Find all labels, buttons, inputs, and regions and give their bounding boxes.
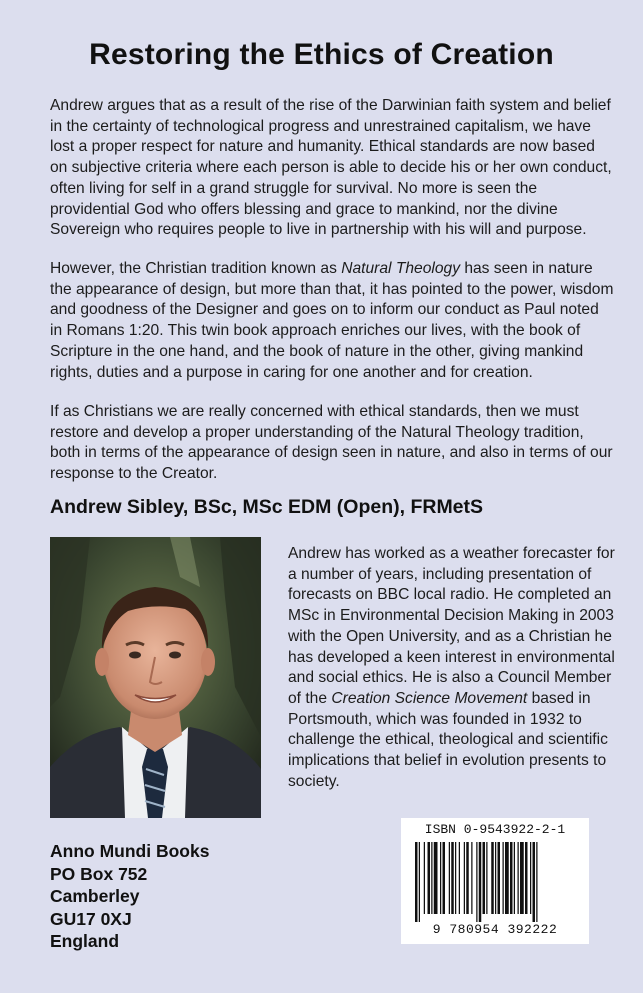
barcode-bar xyxy=(479,842,482,922)
bio-italic-text: Creation Science Movement xyxy=(331,689,528,707)
conclusion-paragraph: If as Christians we are really concerned with ethical standards, then we must restore and develop a proper understanding of the Natural Theology tradition, both in terms of the appearance of design seen in nature, and also in terms of our response to the Creator. xyxy=(50,403,613,483)
barcode-bar xyxy=(428,842,431,914)
barcode-bar xyxy=(530,842,531,914)
paragraph-text: However, the Christian tradition known as xyxy=(50,260,342,277)
author-bio xyxy=(288,544,618,792)
paragraph-italic-text: Natural Theology xyxy=(341,260,460,277)
publisher-address xyxy=(50,840,209,953)
barcode-bar xyxy=(491,842,494,914)
barcode-bar xyxy=(464,842,465,914)
barcode-bar xyxy=(466,842,469,914)
author-name: Andrew Sibley, BSc, MSc EDM (Open), FRMetS xyxy=(50,496,484,518)
author-portrait-icon xyxy=(50,537,261,818)
barcode-bar xyxy=(518,842,519,914)
barcode-bar xyxy=(434,842,438,914)
barcode-bar xyxy=(440,842,441,914)
ean-number: 9 780954 392222 xyxy=(432,922,558,937)
address-line: GU17 0XJ xyxy=(50,908,132,929)
address-line: PO Box 752 xyxy=(50,863,148,884)
address-line: England xyxy=(50,931,120,951)
isbn-label: ISBN 0-9543922-2-1 xyxy=(424,822,566,837)
barcode-bar xyxy=(505,842,509,914)
barcode-bar xyxy=(483,842,486,914)
bio-text: Andrew has worked as a weather forecaster for a number of years, including presentation of forecasts on BBC local radio. He completed an MSc in Environmental Decision Making in 2003 with the Open University, and as a Christian he has developed a keen interest in environmental and social ethics. He is also a Council Member of the xyxy=(288,545,615,707)
barcode-icon xyxy=(415,842,575,922)
barcode-bar xyxy=(424,842,425,914)
author-portrait-photo xyxy=(50,537,261,818)
barcode-bar xyxy=(503,842,504,914)
barcode-bar xyxy=(419,842,420,922)
barcode-bar xyxy=(451,842,454,914)
barcode-bar xyxy=(536,842,537,922)
barcode-bar xyxy=(449,842,450,914)
barcode-bar xyxy=(415,842,418,922)
barcode-bar xyxy=(459,842,460,914)
barcode-bar xyxy=(525,842,528,914)
barcode-bar xyxy=(495,842,496,914)
paragraph-text: has seen in nature the appearance of design, but more than that, it has pointed to the power, wisdom and goodness of the Designer and goes on to inform our conduct as Paul noted in Romans 1:20. This twin book approach enriches our lives, with the book of Scripture in the one hand, and the book of nature in the other, giving mankind rights, duties and a purpose in caring for one another and for creation. xyxy=(50,260,614,381)
barcode-bar xyxy=(431,842,432,914)
barcode-bar xyxy=(533,842,536,922)
bio-text: based in Portsmouth, which was founded in 1932 to challenge the ethical, theological and scientific implications that belief in evolution presents to society. xyxy=(288,689,608,790)
isbn-barcode xyxy=(401,818,589,944)
address-line: Anno Mundi Books xyxy=(50,841,210,861)
barcode-bar xyxy=(476,842,477,922)
barcode-bar xyxy=(498,842,501,914)
barcode-bar xyxy=(471,842,472,914)
barcode-bar xyxy=(510,842,513,914)
natural-theology-paragraph xyxy=(50,259,615,383)
barcode-bar xyxy=(514,842,515,914)
book-title: Restoring the Ethics of Creation xyxy=(89,38,554,71)
barcode-bar xyxy=(443,842,446,914)
barcode-bar xyxy=(486,842,487,914)
barcode-bar xyxy=(520,842,524,914)
address-line: Camberley xyxy=(50,886,140,906)
barcode-bar xyxy=(455,842,456,914)
intro-paragraph: Andrew argues that as a result of the rise of the Darwinian faith system and belief in the certainty of technological progress and unrestrained capitalism, we have lost a proper respect for nature and humanity. Ethical standards are now based on subjective criteria where each person is able to decide his or her own conduct, often living for self in a grand struggle for survival. No more is seen the providential God who offers blessing and grace to mankind, nor the divine Sovereign who requires people to live in partnership with his will and purpose. xyxy=(50,97,612,239)
